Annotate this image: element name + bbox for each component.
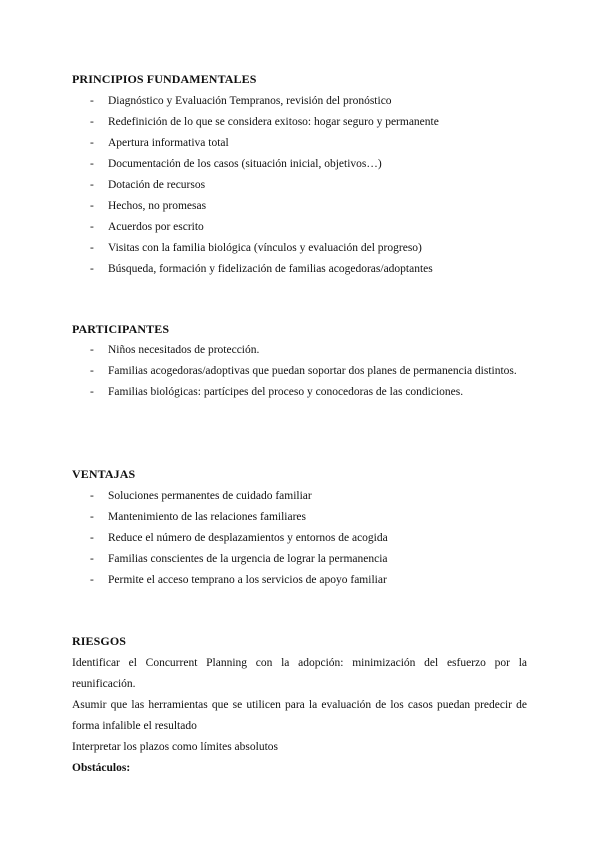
bullet-dash: - [90,574,94,586]
list-item: - Documentación de los casos (situación inicial, objetivos…) [90,154,527,175]
bullet-dash: - [90,137,94,149]
list-item: - Acuerdos por escrito [90,217,527,238]
list-participantes [90,340,527,403]
list-item: - Diagnóstico y Evaluación Tempranos, revisión del pronóstico [90,91,527,112]
section-title-participantes: PARTICIPANTES [72,322,170,336]
paragraph-riesgo-1: Identificar el Concurrent Planning con la adopción: minimización del esfuerzo por la reunificación. [72,657,527,690]
list-item: - Permite el acceso temprano a los servicios de apoyo familiar [90,570,527,591]
paragraph-riesgo-2: Asumir que las herramientas que se utilicen para la evaluación de los casos puedan predecir de forma infalible el resultado [72,699,527,732]
bullet-dash: - [90,365,94,377]
bullet-dash: - [90,95,94,107]
list-item: - Redefinición de lo que se considera exitoso: hogar seguro y permanente [90,112,527,133]
bullet-dash: - [90,221,94,233]
list-item: - Hechos, no promesas [90,196,527,217]
bullet-dash: - [90,344,94,356]
list-item: - Visitas con la familia biológica (vínculos y evaluación del progreso) [90,238,527,259]
paragraph-riesgo-3: Interpretar los plazos como límites absolutos [72,741,278,753]
list-item: - Niños necesitados de protección. [90,340,527,361]
bullet-dash: - [90,116,94,128]
bullet-dash: - [90,242,94,254]
list-item: - Reduce el número de desplazamientos y entornos de acogida [90,528,527,549]
bullet-dash: - [90,158,94,170]
subheading-obstaculos: Obstáculos: [72,762,131,774]
list-item: - Familias acogedoras/adoptivas que puedan soportar dos planes de permanencia distintos. [90,361,527,382]
list-item: - Búsqueda, formación y fidelización de familias acogedoras/adoptantes [90,259,527,280]
bullet-dash: - [90,386,94,398]
list-item: - Mantenimiento de las relaciones familiares [90,507,527,528]
bullet-dash: - [90,532,94,544]
bullet-dash: - [90,179,94,191]
list-item: - Soluciones permanentes de cuidado familiar [90,486,527,507]
list-item: - Dotación de recursos [90,175,527,196]
bullet-dash: - [90,263,94,275]
section-title-ventajas: VENTAJAS [72,467,136,481]
bullet-dash: - [90,511,94,523]
section-title-riesgos: RIESGOS [72,634,127,648]
section-title-principios: PRINCIPIOS FUNDAMENTALES [72,72,257,86]
list-principios [90,91,527,280]
bullet-dash: - [90,200,94,212]
list-item: - Familias biológicas: partícipes del proceso y conocedoras de las condiciones. [90,382,527,403]
bullet-dash: - [90,490,94,502]
bullet-dash: - [90,553,94,565]
list-ventajas [90,486,527,591]
list-item: - Familias conscientes de la urgencia de lograr la permanencia [90,549,527,570]
list-item: - Apertura informativa total [90,133,527,154]
